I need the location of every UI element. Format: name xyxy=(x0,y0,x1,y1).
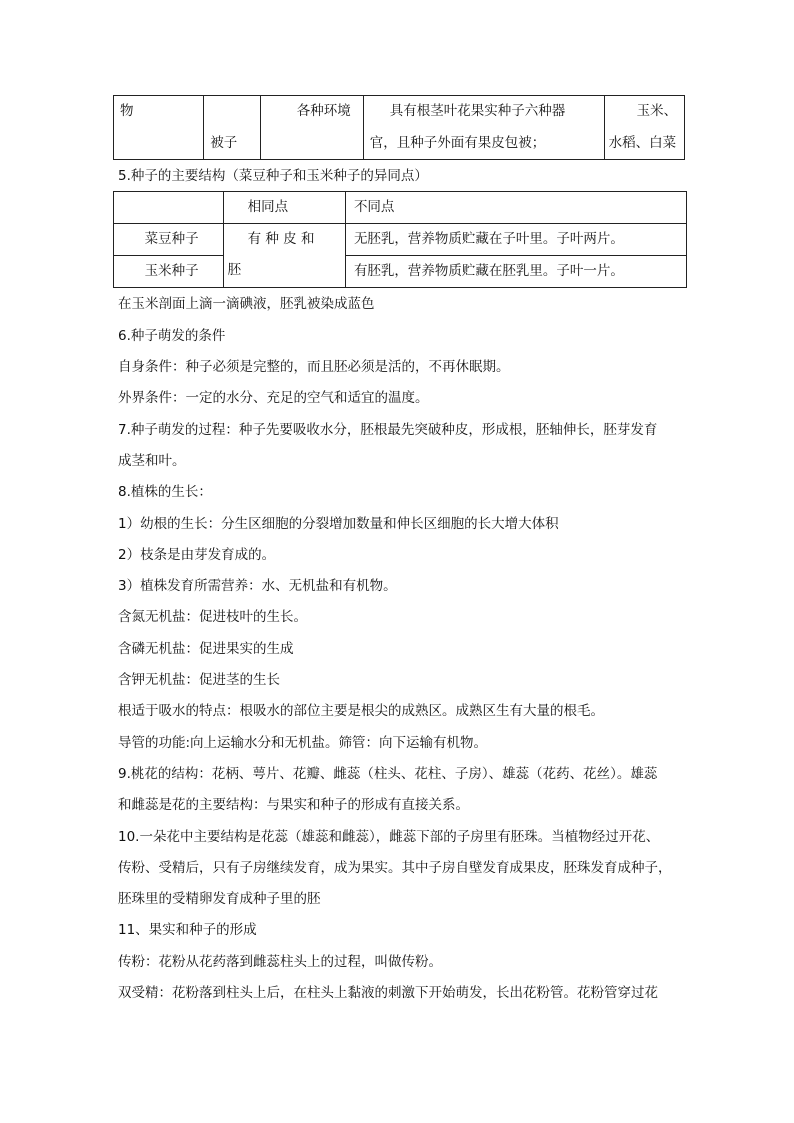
table-cell xyxy=(363,96,604,160)
section-title: 5.种子的主要结构（菜豆种子和玉米种子的异同点） xyxy=(118,168,428,184)
text-line: 2）枝条是由芽发育成的。 xyxy=(118,547,276,563)
same-text: 胚 xyxy=(227,262,242,278)
text-line: 8.植株的生长： xyxy=(118,484,212,500)
cell-text: 官，且种子外面有果皮包被； xyxy=(369,135,546,151)
text-line: 双受精：花粉落到柱头上后，在柱头上黏液的刺激下开始萌发，长出花粉管。花粉管穿过花 xyxy=(118,985,658,1001)
text-line: 在玉米剖面上滴一滴碘液，胚乳被染成蓝色 xyxy=(118,296,375,312)
row-label: 玉米种子 xyxy=(114,256,224,288)
table-cell xyxy=(204,96,261,160)
text-line: 自身条件：种子必须是完整的，而且胚必须是活的，不再休眠期。 xyxy=(118,359,510,375)
table-row xyxy=(114,192,687,224)
table-row xyxy=(114,224,687,256)
row-label: 菜豆种子 xyxy=(114,224,224,256)
cell-text: 具有根茎叶花果实种子六种器 xyxy=(389,103,566,119)
table-row xyxy=(114,96,685,160)
header-diff: 不同点 xyxy=(345,192,686,224)
text-line: 1）幼根的生长：分生区细胞的分裂增加数量和伸长区细胞的长大增大体积 xyxy=(118,516,559,532)
text-line: 含氮无机盐：促进枝叶的生长。 xyxy=(118,609,307,625)
text-line: 外界条件：一定的水分、充足的空气和适宜的温度。 xyxy=(118,390,429,406)
text-line: 11、果实和种子的形成 xyxy=(118,922,257,938)
text-line: 3）植株发育所需营养：水、无机盐和有机物。 xyxy=(118,578,397,594)
table-cell xyxy=(114,192,224,224)
text-line: 含磷无机盐：促进果实的生成 xyxy=(118,641,294,657)
text-line: 传粉：花粉从花药落到雌蕊柱头上的过程，叫做传粉。 xyxy=(118,954,442,970)
cell-text: 被子 xyxy=(210,135,238,151)
table-cell xyxy=(260,96,363,160)
text-line: 导管的功能:向上运输水分和无机盐。筛管：向下运输有机物。 xyxy=(118,735,488,751)
text-line: 胚珠里的受精卵发育成种子里的胚 xyxy=(118,891,321,907)
text-line: 9.桃花的结构：花柄、萼片、花瓣、雌蕊（柱头、花柱、子房）、雄蕊（花药、花丝）。雄蕊 xyxy=(118,766,658,782)
header-same: 相同点 xyxy=(223,192,345,224)
cell-text: 玉米、 xyxy=(636,103,678,119)
plant-classification-table xyxy=(113,95,685,160)
text-line: 成茎和叶。 xyxy=(118,453,186,469)
cell-text: 物 xyxy=(120,103,134,119)
text-line: 10.一朵花中主要结构是花蕊（雄蕊和雌蕊），雌蕊下部的子房里有胚珠。当植物经过开花、 xyxy=(118,829,660,845)
text-line: 传粉、受精后，只有子房继续发育，成为果实。其中子房自壁发育成果皮，胚珠发育成种子， xyxy=(118,860,672,876)
text-line: 根适于吸水的特点：根吸水的部位主要是根尖的成熟区。成熟区生有大量的根毛。 xyxy=(118,703,604,719)
text-line: 含钾无机盐：促进茎的生长 xyxy=(118,672,280,688)
text-line: 7.种子萌发的过程：种子先要吸收水分，胚根最先突破种皮，形成根，胚轴伸长，胚芽发育 xyxy=(118,422,658,438)
text-line: 6.种子萌发的条件 xyxy=(118,328,226,344)
cell-text: 水稻、白菜 xyxy=(608,135,677,151)
cell-text: 各种环境 xyxy=(296,103,351,119)
diff-cell: 有胚乳，营养物质贮藏在胚乳里。子叶一片。 xyxy=(345,256,686,288)
same-text: 有 种 皮 和 xyxy=(247,231,315,247)
table-cell xyxy=(604,96,684,160)
table-cell xyxy=(114,96,204,160)
table-row xyxy=(114,256,687,288)
diff-cell: 无胚乳，营养物质贮藏在子叶里。子叶两片。 xyxy=(345,224,686,256)
text-line: 和雌蕊是花的主要结构：与果实和种子的形成有直接关系。 xyxy=(118,797,469,813)
seed-structure-table xyxy=(113,191,687,288)
same-cell xyxy=(223,224,345,288)
